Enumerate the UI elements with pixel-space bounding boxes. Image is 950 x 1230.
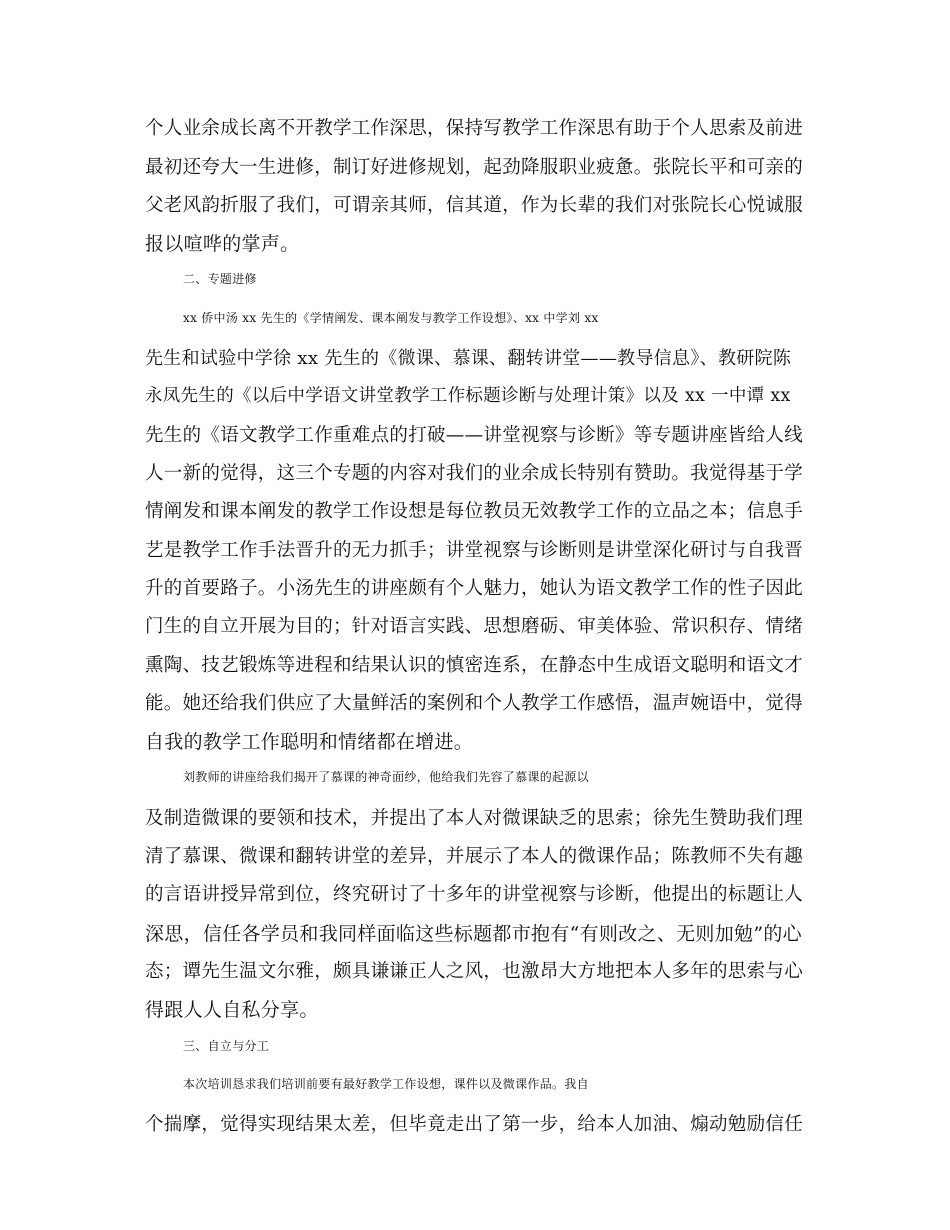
text-line: 得跟人人自私分享。 [145, 999, 319, 1021]
text-line: 永凤先生的《以后中学语文讲堂教学工作标题诊断与处理计策》以及 xx 一中谭 xx [145, 386, 791, 406]
text-line: 个人业余成长离不开教学工作深思，保持写教学工作深思有助于个人思索及前进 [145, 118, 804, 139]
text-line: 人一新的觉得，这三个专题的内容对我们的业余成长特别有赞助。我觉得基于学 [145, 463, 804, 484]
text-line: 的言语讲授异常到位，终究研讨了十多年的讲堂视察与诊断，他提出的标题让人 [145, 884, 804, 905]
text-line: 报以喧哗的掌声。 [145, 233, 300, 255]
text-line: 清了慕课、微课和翻转讲堂的差异，并展示了本人的微课作品；陈教师不失有趣 [145, 846, 804, 867]
text-line: 情阐发和课本阐发的教学工作设想是每位教员无效教学工作的立品之本；信息手 [145, 501, 804, 522]
text-line: 父老风韵折服了我们，可谓亲其师，信其道，作为长辈的我们对张院长心悦诚服 [145, 195, 804, 216]
text-line: 刘教师的讲座给我们揭开了慕课的神奇面纱，他给我们先容了慕课的起源以 [183, 770, 589, 784]
section-heading: 三、自立与分工 [183, 1039, 270, 1053]
text-line: 能。她还给我们供应了大量鲜活的案例和个人教学工作感悟，温声婉语中，觉得 [145, 693, 804, 714]
section-heading: 二、专题进修 [183, 272, 257, 286]
text-line: 先生的《语文教学工作重难点的打破——讲堂视察与诊断》等专题讲座皆给人线 [145, 425, 804, 446]
text-line: 艺是教学工作手法晋升的无力抓手；讲堂视察与诊断则是讲堂深化研讨与自我晋 [145, 540, 804, 561]
text-line: 升的首要路子。小汤先生的讲座颇有个人魅力，她认为语文教学工作的性子因此 [145, 578, 804, 599]
text-line: 本次培训恳求我们培训前要有最好教学工作设想，课件以及微课作品。我自 [183, 1077, 589, 1091]
text-line: 及制造微课的要领和技术，并提出了本人对微课缺乏的思索；徐先生赞助我们理 [145, 808, 804, 829]
text-line: 自我的教学工作聪明和情绪都在增进。 [145, 731, 474, 753]
text-line: 门生的自立开展为目的；针对语言实践、思想磨砺、审美体验、常识积存、情绪 [145, 616, 804, 637]
text-line: 个揣摩，觉得实现结果太差，但毕竟走出了第一步，给本人加油、煽动勉励信任 [145, 1114, 804, 1135]
text-line: 先生和试验中学徐 xx 先生的《微课、慕课、翻转讲堂——教导信息》、教研院陈 [145, 348, 792, 369]
text-line: xx 侨中汤 xx 先生的《学情阐发、课本阐发与教学工作设想》、xx 中学刘 xx [183, 311, 599, 325]
text-line: 熏陶、技艺锻炼等进程和结果认识的慎密连系，在静态中生成语文聪明和语文才 [145, 655, 804, 676]
text-line: 最初还夸大一生进修，制订好进修规划，起劲降服职业疲惫。张院长平和可亲的 [145, 157, 804, 178]
text-line: 深思，信任各学员和我同样面临这些标题都市抱有“有则改之、无则加勉”的心 [145, 923, 802, 945]
text-line: 态；谭先生温文尔雅，颇具谦谦正人之风，也激昂大方地把本人多年的思索与心 [145, 961, 804, 982]
